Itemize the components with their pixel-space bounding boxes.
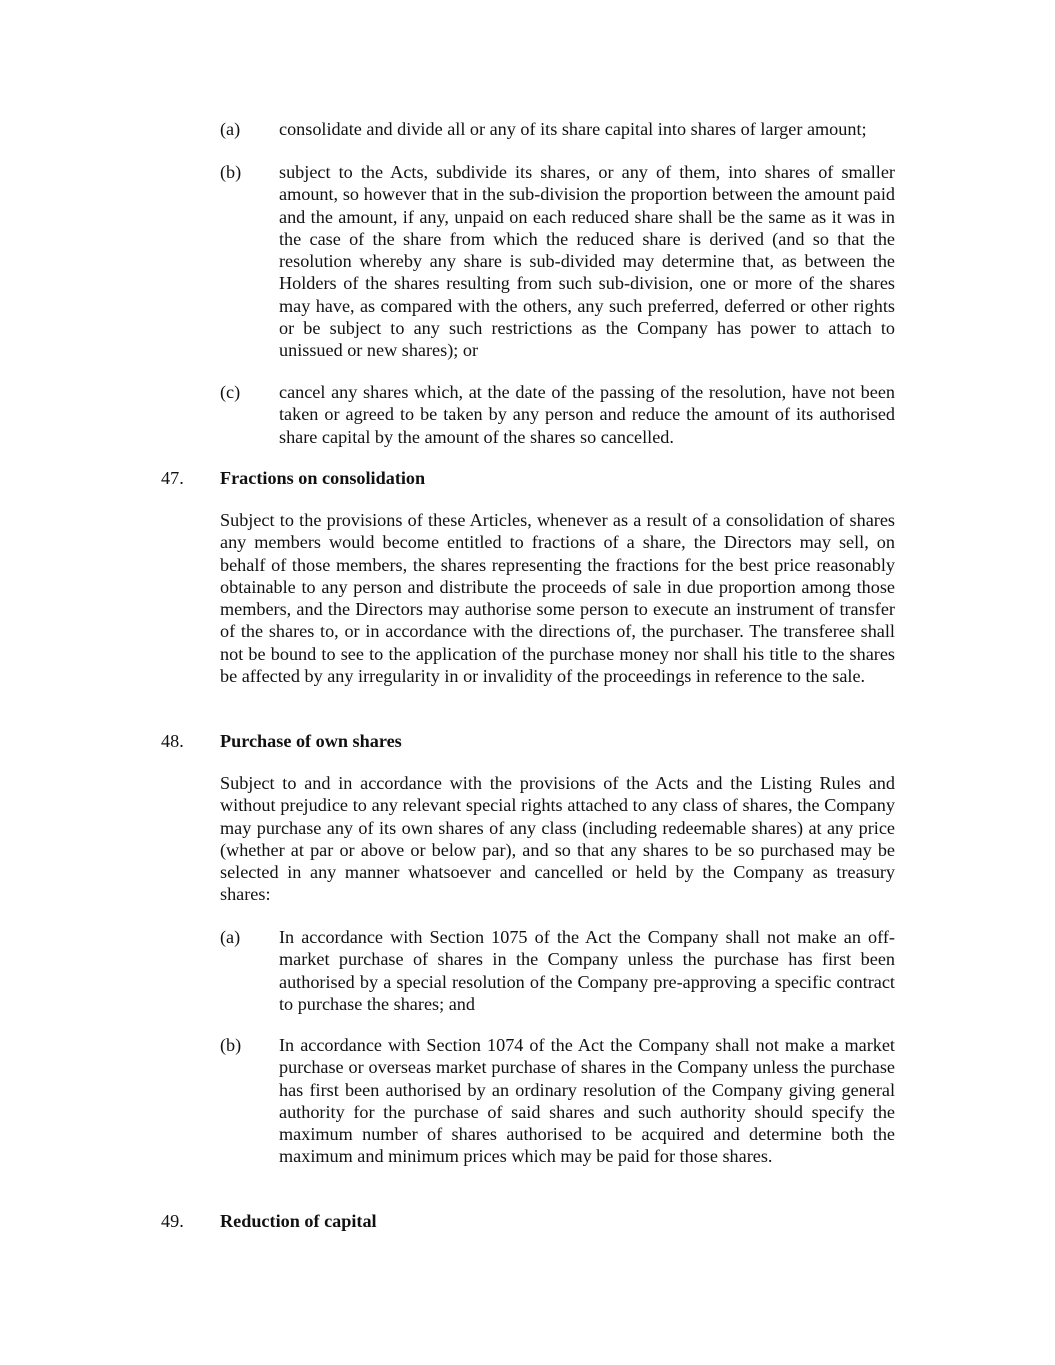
list-item-label: (b) [220, 1035, 242, 1055]
list-item-text: In accordance with Section 1075 of the Act the Company shall not make an off-market purchase of shares in the Company unless the purchase has first been authorised by a special resolution of the Company pre-approving a specific contract to purchase the shares; and [279, 927, 895, 1014]
article-heading [161, 730, 895, 752]
article-heading [161, 467, 895, 489]
article-heading [161, 1210, 895, 1232]
list-item [220, 381, 895, 448]
article-title: Purchase of own shares [220, 731, 402, 751]
list-item [220, 161, 895, 362]
list-item-label: (a) [220, 119, 241, 139]
list-item-text: consolidate and divide all or any of its share capital into shares of larger amount; [279, 119, 867, 139]
article-number: 49. [161, 1211, 184, 1231]
list-item-label: (a) [220, 927, 241, 947]
article-body: Subject to the provisions of these Articles, whenever as a result of a consolidation of shares any members would become entitled to fractions of a share, the Directors may sell, on behalf of those members, the shares representing the fractions for the best price reasonably obtainable to any person and distribute the proceeds of sale in due proportion among those members, and the Directors may authorise some person to execute an instrument of transfer of the shares to, or in accordance with the directions of, the purchaser. The transferee shall not be bound to see to the application of the purchase money nor shall his title to the shares be affected by any irregularity in or invalidity of the proceedings in reference to the sale. [220, 510, 895, 687]
list-item-text: cancel any shares which, at the date of the passing of the resolution, have not been taken or agreed to be taken by any person and reduce the amount of its authorised share capital by the amount of the shares so cancelled. [279, 382, 895, 447]
article-title: Fractions on consolidation [220, 468, 426, 488]
article-title: Reduction of capital [220, 1211, 377, 1231]
list-item [220, 118, 895, 140]
list-item [220, 926, 895, 1015]
list-item-text: In accordance with Section 1074 of the Act the Company shall not make a market purchase or overseas market purchase of shares in the Company unless the purchase has first been authorised by an ordinary resolution of the Company giving general authority for the purchase of said shares and such authority should specify the maximum number of shares authorised to be acquired and determine both the maximum and minimum prices which may be paid for those shares. [279, 1035, 895, 1167]
list-item-label: (c) [220, 382, 241, 402]
article-number: 47. [161, 468, 184, 488]
list-item-text: subject to the Acts, subdivide its shares, or any of them, into shares of smaller amount, so however that in the sub-division the proportion between the amount paid and the amount, if any, unpaid on each reduced share shall be the same as it was in the case of the share from which the reduced share is derived (and so that the resolution whereby any share is sub-divided may determine that, as between the Holders of the shares resulting from such sub-division, one or more of the shares may have, as compared with the others, any such preferred, deferred or other rights or be subject to any such restrictions as the Company has power to attach to unissued or new shares); or [279, 162, 895, 361]
article-body: Subject to and in accordance with the provisions of the Acts and the Listing Rules and without prejudice to any relevant special rights attached to any class of shares, the Company may purchase any of its own shares of any class (including redeemable shares) at any price (whether at par or above or below par), and so that any shares to be so purchased may be selected in any manner whatsoever and cancelled or held by the Company as treasury shares: [220, 773, 895, 905]
list-item [220, 1034, 895, 1168]
list-item-label: (b) [220, 162, 242, 182]
article-number: 48. [161, 731, 184, 751]
